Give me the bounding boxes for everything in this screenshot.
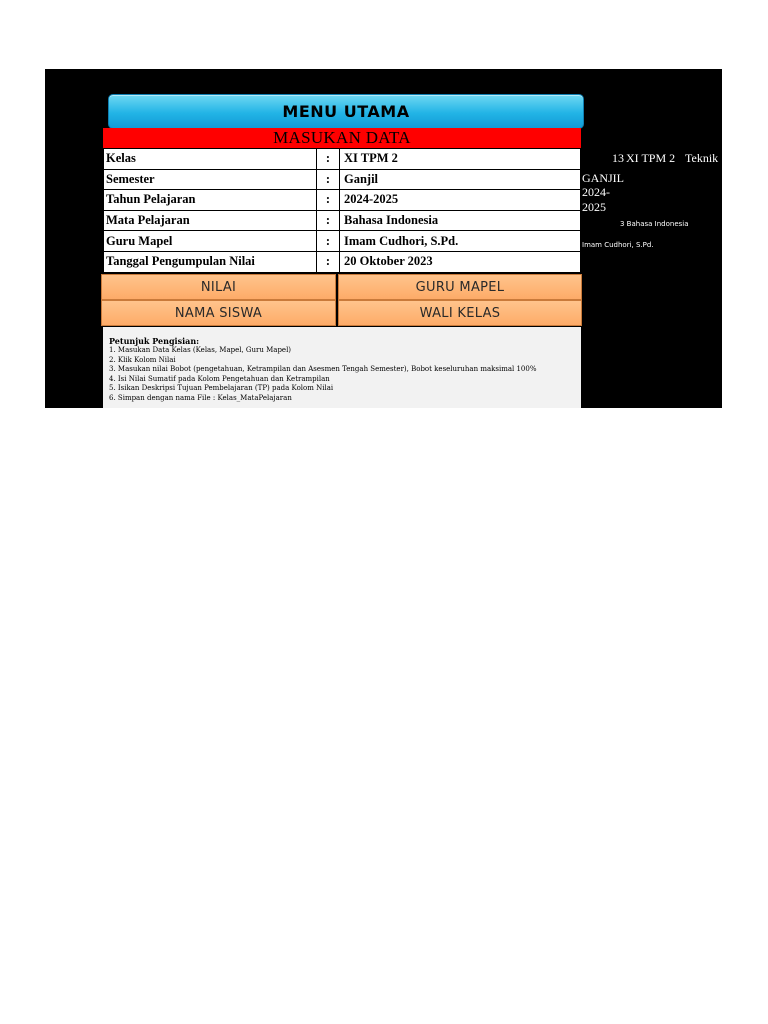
row-label: Guru Mapel	[104, 231, 317, 252]
side-number: 13	[612, 151, 624, 165]
side-guru: Imam Cudhori, S.Pd.	[582, 241, 654, 249]
wali-kelas-button[interactable]: WALI KELAS	[338, 300, 582, 326]
class-data-table	[103, 148, 581, 273]
table-row	[104, 231, 581, 252]
row-label: Kelas	[104, 149, 317, 170]
side-semester: GANJIL	[582, 171, 624, 185]
table-row	[104, 169, 581, 190]
table-row	[104, 251, 581, 272]
row-label: Tahun Pelajaran	[104, 190, 317, 211]
instruction-item: 2. Klik Kolom Nilai	[109, 355, 176, 364]
guru-mapel-button[interactable]: GURU MAPEL	[338, 274, 582, 300]
table-row	[104, 190, 581, 211]
row-separator: :	[317, 210, 340, 231]
side-kelas: XI TPM 2	[626, 151, 676, 165]
row-separator: :	[317, 149, 340, 170]
masukan-data-banner: MASUKAN DATA	[103, 128, 581, 148]
side-tahun-start: 2024-	[582, 185, 610, 199]
row-label: Semester	[104, 169, 317, 190]
row-label: Tanggal Pengumpulan Nilai	[104, 251, 317, 272]
side-mapel: 3 Bahasa Indonesia	[620, 220, 689, 228]
nama-siswa-button[interactable]: NAMA SISWA	[101, 300, 336, 326]
row-separator: :	[317, 231, 340, 252]
instruction-item: 1. Masukan Data Kelas (Kelas, Mapel, Guru Mapel)	[109, 346, 292, 354]
table-row	[104, 210, 581, 231]
guru-mapel-value[interactable]: Imam Cudhori, S.Pd.	[340, 231, 581, 252]
row-label: Mata Pelajaran	[104, 210, 317, 231]
row-separator: :	[317, 190, 340, 211]
instruction-item: 4. Isi Nilai Sumatif pada Kolom Pengetahuan dan Ketrampilan	[109, 374, 330, 383]
spreadsheet-frame	[45, 69, 722, 408]
row-separator: :	[317, 251, 340, 272]
menu-utama-button[interactable]: MENU UTAMA	[108, 94, 584, 129]
instructions-panel	[103, 327, 581, 408]
instruction-item: 3. Masukan nilai Bobot (pengetahuan, Ketrampilan dan Asesmen Tengah Semester), Bobot keseluruhan maksimal 100%	[109, 365, 537, 374]
side-jurusan: Teknik	[685, 151, 719, 165]
nilai-button[interactable]: NILAI	[101, 274, 336, 300]
mata-pelajaran-value[interactable]: Bahasa Indonesia	[340, 210, 581, 231]
instruction-item: 6. Simpan dengan nama File : Kelas_MataPelajaran	[109, 393, 292, 402]
table-row	[104, 149, 581, 170]
instructions-title: Petunjuk Pengisian:	[109, 336, 200, 346]
side-tahun-end: 2025	[582, 200, 606, 214]
row-separator: :	[317, 169, 340, 190]
semester-value[interactable]: Ganjil	[340, 169, 581, 190]
instruction-item: 5. Isikan Deskripsi Tujuan Pembelajaran (TP) pada Kolom Nilai	[109, 384, 334, 393]
tahun-pelajaran-value[interactable]: 2024-2025	[340, 190, 581, 211]
kelas-value[interactable]: XI TPM 2	[340, 149, 581, 170]
tanggal-pengumpulan-value[interactable]: 20 Oktober 2023	[340, 251, 581, 272]
